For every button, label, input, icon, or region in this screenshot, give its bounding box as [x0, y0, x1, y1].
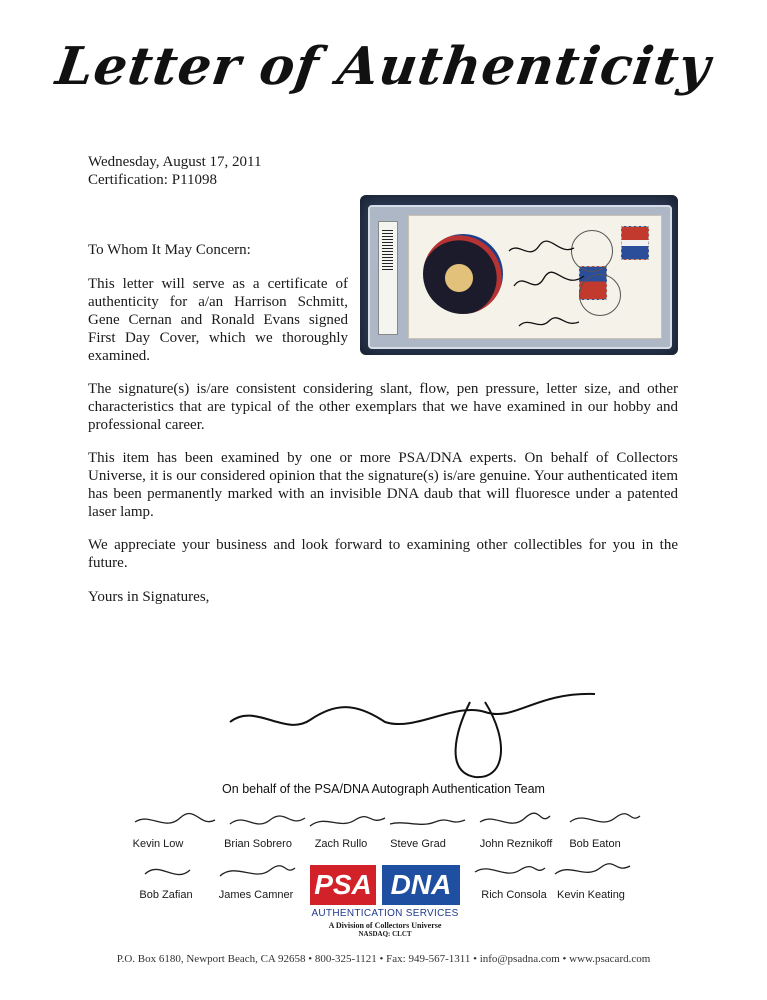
- team-member-name: John Reznikoff: [479, 838, 553, 850]
- certification-number: Certification: P11098: [88, 172, 218, 188]
- slab-holder: [368, 205, 672, 349]
- slab-label: [378, 221, 398, 335]
- psa-dna-logo: [310, 865, 460, 905]
- dna-logo-text: DNA: [382, 865, 460, 905]
- team-member-name: Brian Sobrero: [224, 838, 292, 850]
- authentication-services-label: AUTHENTICATION SERVICES: [311, 908, 459, 919]
- astronaut-signatures-image: [504, 236, 614, 336]
- closing-line: Yours in Signatures,: [88, 589, 210, 605]
- team-member-name: Rich Consola: [481, 889, 547, 901]
- division-label: A Division of Collectors Universe: [328, 921, 442, 930]
- psa-logo-text: PSA: [310, 865, 376, 905]
- team-member-name: James Camner: [218, 889, 294, 901]
- first-day-cover: [408, 215, 662, 339]
- team-member-name: Bob Eaton: [569, 838, 621, 850]
- appreciation-paragraph: We appreciate your business and look forward to examining other collectibles for you in the future.: [88, 537, 678, 571]
- contact-footer: P.O. Box 6180, Newport Beach, CA 92658 • 800-325-1121 • Fax: 949-567-1311 • info@psadna.com • www.psacard.com: [116, 953, 651, 965]
- main-signature-image: [215, 682, 615, 782]
- salutation: To Whom It May Concern:: [88, 242, 251, 258]
- consistency-paragraph: The signature(s) is/are consistent considering slant, flow, pen pressure, letter size, and other characteristics that are typical of the other exemplars that we have examined in our hobby and professional career.: [88, 381, 678, 433]
- stamp-image: [621, 226, 649, 260]
- mission-patch-image: [423, 234, 503, 314]
- letter-meta: [88, 153, 262, 189]
- team-member-name: Bob Zafian: [139, 889, 193, 901]
- item-photo: [360, 195, 678, 355]
- letter-title: Letter of Authenticity: [52, 36, 715, 97]
- team-statement: On behalf of the PSA/DNA Autograph Authentication Team: [222, 782, 545, 796]
- nasdaq-label: NASDAQ: CLCT: [358, 930, 412, 938]
- intro-paragraph: This letter will serve as a certificate of authenticity for a/an Harrison Schmitt, Gene Cernan and Ronald Evans signed First Day Cover, which we thoroughly examined.: [88, 276, 348, 364]
- letter-date: Wednesday, August 17, 2011: [88, 154, 262, 170]
- team-member-name: Zach Rullo: [314, 838, 368, 850]
- team-member-name: Kevin Low: [132, 838, 184, 850]
- team-signatures-row1-image: [130, 808, 650, 836]
- team-member-name: Kevin Keating: [557, 889, 625, 901]
- team-member-name: Steve Grad: [390, 838, 446, 850]
- examination-paragraph: This item has been examined by one or more PSA/DNA experts. On behalf of Collectors Universe, it is our considered opinion that the signature(s) is/are genuine. Your authenticated item has been permanently marked with an invisible DNA daub that will fluoresce under a patented laser lamp.: [88, 450, 678, 520]
